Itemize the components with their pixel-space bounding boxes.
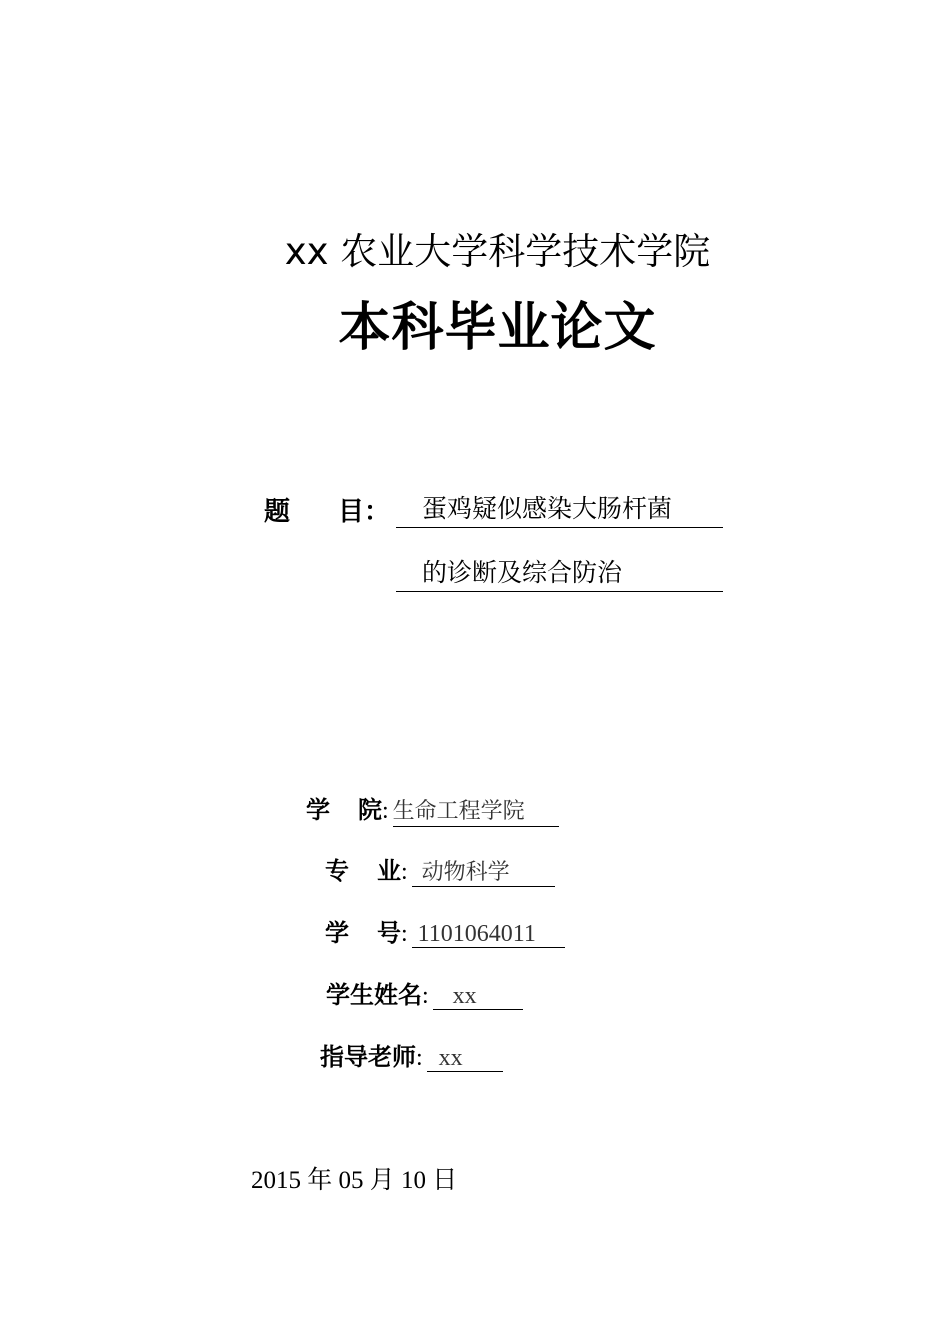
- student-name-label: 学生姓名: [326, 981, 422, 1009]
- major-colon: :: [401, 859, 408, 885]
- document-type-heading: 本科毕业论文: [338, 298, 657, 358]
- major-label-part-1: 专: [325, 857, 349, 885]
- student-name-row: [326, 977, 523, 1014]
- submission-date: 2015 年 05 月 10 日: [251, 1167, 458, 1194]
- institution-name: xx 农业大学科学技术学院: [284, 230, 711, 273]
- student-id-value: 1101064011: [412, 916, 565, 948]
- college-value: 生命工程学院: [393, 794, 559, 827]
- thesis-title-line-1: 蛋鸡疑似感染大肠杆菌: [396, 490, 723, 528]
- student-id-label-part-1: 学: [325, 919, 349, 947]
- thesis-title-line-2: 的诊断及综合防治: [396, 554, 723, 592]
- major-label-part-2: 业: [377, 857, 401, 885]
- student-id-colon: :: [401, 921, 408, 947]
- college-label: [306, 796, 382, 824]
- title-label-part-2: 目：: [338, 497, 391, 527]
- college-colon: :: [382, 798, 389, 824]
- major-row: [325, 853, 555, 890]
- title-label: [264, 490, 390, 534]
- advisor-colon: :: [416, 1045, 423, 1071]
- college-row: [306, 792, 559, 829]
- student-id-label-part-2: 号: [377, 919, 401, 947]
- major-label: [325, 857, 401, 885]
- student-name-colon: :: [422, 983, 429, 1009]
- college-label-part-2: 院: [358, 796, 382, 824]
- advisor-row: [320, 1039, 503, 1076]
- major-value: 动物科学: [412, 855, 555, 887]
- student-id-row: [325, 915, 565, 952]
- student-name-value: xx: [433, 978, 523, 1010]
- title-label-part-1: 题: [264, 497, 291, 527]
- advisor-value: xx: [427, 1040, 503, 1072]
- advisor-label: 指导老师: [320, 1043, 416, 1071]
- college-label-part-1: 学: [306, 796, 330, 824]
- student-id-label: [325, 919, 401, 947]
